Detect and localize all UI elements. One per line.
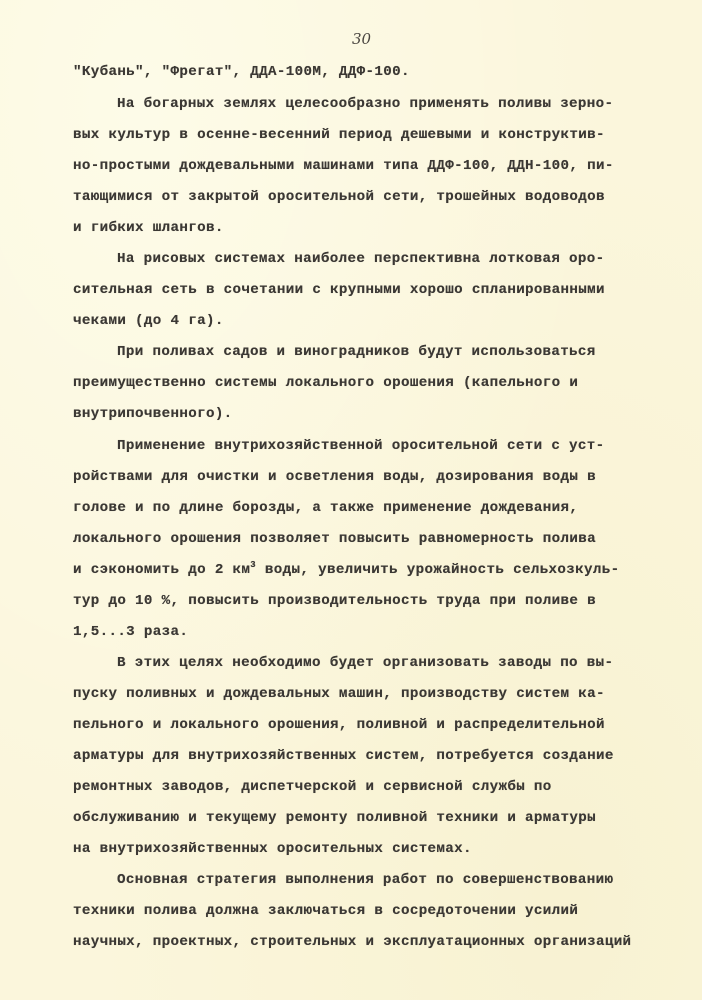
text-line: преимущественно системы локального орошения (капельного и [73, 375, 579, 391]
text-line: тающимися от закрытой оросительной сети, трошейных водоводов [73, 189, 605, 205]
text-line: Применение внутрихозяйственной оросительной сети с уст- [117, 438, 605, 454]
text-line: ройствами для очистки и осветления воды, дозирования воды в [73, 469, 596, 485]
text-line: обслуживанию и текущему ремонту поливной техники и арматуры [73, 810, 596, 826]
text-line: тур до 10 %, повысить производительность труда при поливе в [73, 593, 596, 609]
text-line: При поливах садов и виноградников будут использоваться [117, 344, 596, 360]
text-line: внутрипочвенного). [73, 406, 233, 422]
superscript: 3 [250, 560, 257, 570]
text-line: на внутрихозяйственных оросительных системах. [73, 841, 472, 857]
text-line: "Кубань", "Фрегат", ДДА-100М, ДДФ-100. [73, 64, 410, 80]
text-line: научных, проектных, строительных и эксплуатационных организаций [73, 934, 632, 950]
text-line: чеками (до 4 га). [73, 313, 224, 329]
text-line: сительная сеть в сочетании с крупными хорошо спланированными [73, 282, 605, 298]
text-line: вых культур в осенне-весенний период дешевыми и конструктив- [73, 127, 605, 143]
text-line: но-простыми дождевальными машинами типа ДДФ-100, ДДН-100, пи- [73, 158, 614, 174]
text-line: локального орошения позволяет повысить равномерность полива [73, 531, 596, 547]
text-fragment: и сэкономить до 2 км [73, 562, 251, 578]
text-line: В этих целях необходимо будет организовать заводы по вы- [117, 655, 614, 671]
text-line: 1,5...3 раза. [73, 624, 189, 640]
text-line: пельного и локального орошения, поливной и распределительной [73, 717, 605, 733]
text-line: техники полива должна заключаться в сосредоточении усилий [73, 903, 579, 919]
text-line: На богарных землях целесообразно применять поливы зерно- [117, 96, 614, 112]
text-line: ремонтных заводов, диспетчерской и сервисной службы по [73, 779, 552, 795]
text-line [73, 560, 619, 580]
text-line: и гибких шлангов. [73, 220, 224, 236]
text-line: голове и по длине борозды, а также применение дождевания, [73, 500, 579, 516]
text-line: арматуры для внутрихозяйственных систем, потребуется создание [73, 748, 614, 764]
text-fragment: воды, увеличить урожайность сельхозкуль- [256, 562, 620, 578]
text-line: пуску поливных и дождевальных машин, производству систем ка- [73, 686, 605, 702]
text-line: Основная стратегия выполнения работ по совершенствованию [117, 872, 614, 888]
text-line: На рисовых системах наиболее перспективна лотковая оро- [117, 251, 605, 267]
page-number: 30 [352, 30, 372, 48]
